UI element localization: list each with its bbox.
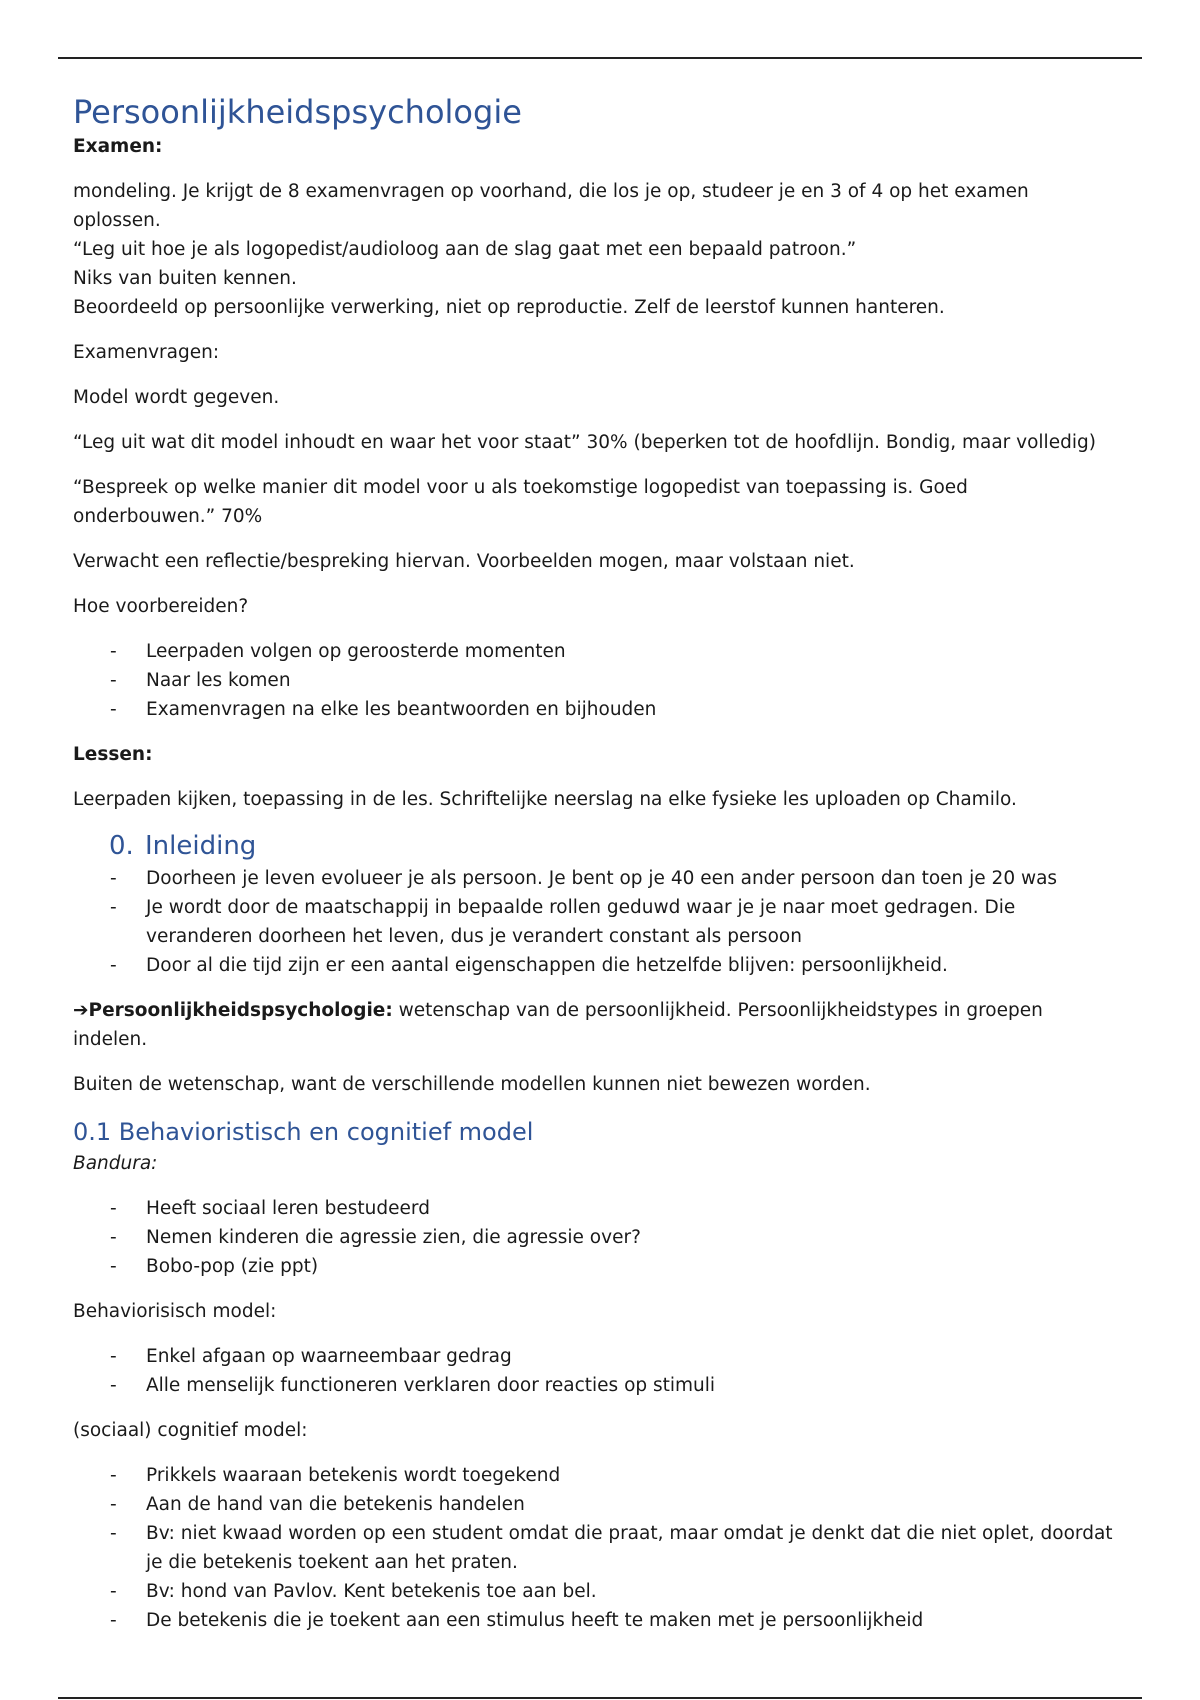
section-heading-inleiding xyxy=(73,828,1113,864)
behav-label: Behaviorisisch model: xyxy=(73,1301,277,1322)
list-item: - Bv: niet kwaad worden op een student omdat die praat, maar omdat je denkt dat die niet oplet, doordat je die betekenis toekent aan het praten. xyxy=(73,1519,1113,1577)
list-item: - Doorheen je leven evolueer je als persoon. Je bent op je 40 een ander persoon dan toen je 20 was xyxy=(73,864,1113,893)
list-item: - Door al die tijd zijn er een aantal eigenschappen die hetzelfde blijven: persoonlijkheid. xyxy=(73,951,1113,980)
list-item: - Nemen kinderen die agressie zien, die agressie over? xyxy=(73,1223,1113,1252)
arrow-icon: ➔ xyxy=(73,1000,89,1021)
cog-list xyxy=(73,1461,1113,1635)
inleiding-list xyxy=(73,864,1113,980)
section-number: 0. xyxy=(109,831,134,861)
list-item: - Alle menselijk functioneren verklaren door reacties op stimuli xyxy=(73,1371,1113,1400)
examenvragen-label: Examenvragen: xyxy=(73,342,220,363)
list-item: - Bv: hond van Pavlov. Kent betekenis toe aan bel. xyxy=(73,1577,1113,1606)
list-item: - De betekenis die je toekent aan een stimulus heeft te maken met je persoonlijkheid xyxy=(73,1606,1113,1635)
list-item: - Naar les komen xyxy=(73,666,1113,695)
model-given-text: Model wordt gegeven. xyxy=(73,387,280,408)
prep-label: Hoe voorbereiden? xyxy=(73,596,249,617)
list-item: - Examenvragen na elke les beantwoorden en bijhouden xyxy=(73,695,1113,724)
list-item: - Bobo-pop (zie ppt) xyxy=(73,1252,1113,1281)
exam-question-2: “Bespreek op welke manier dit model voor u als toekomstige logopedist van toepassing is. Goed onderbouwen.” 70% xyxy=(73,477,968,527)
footer-rule xyxy=(58,1697,1142,1699)
reflectie-text: Verwacht een reflectie/bespreking hiervan. Voorbeelden mogen, maar volstaan niet. xyxy=(73,551,855,572)
document-body xyxy=(73,92,1113,1635)
lessen-text: Leerpaden kijken, toepassing in de les. Schriftelijke neerslag na elke fysieke les uploaden op Chamilo. xyxy=(73,789,1017,810)
list-item: - Enkel afgaan op waarneembaar gedrag xyxy=(73,1342,1113,1371)
cog-label: (sociaal) cognitief model: xyxy=(73,1420,308,1441)
bandura-label: Bandura: xyxy=(73,1153,158,1174)
definition-term: Persoonlijkheidspsychologie: xyxy=(88,1000,393,1021)
document-title: Persoonlijkheidspsychologie xyxy=(73,93,522,131)
definition-text: wetenschap van de persoonlijkheid. Persoonlijkheidstypes in groepen indelen. xyxy=(73,1000,1043,1050)
bandura-list xyxy=(73,1194,1113,1281)
buiten-text: Buiten de wetenschap, want de verschillende modellen kunnen niet bewezen worden. xyxy=(73,1074,871,1095)
examen-line: mondeling. Je krijgt de 8 examenvragen op voorhand, die los je op, studeer je en 3 of 4 op het examen oplossen. xyxy=(73,181,1029,231)
examen-heading: Examen: xyxy=(73,136,163,157)
list-item: - Heeft sociaal leren bestudeerd xyxy=(73,1194,1113,1223)
section-title: Inleiding xyxy=(145,831,257,861)
lessen-heading: Lessen: xyxy=(73,744,153,765)
header-rule xyxy=(58,57,1142,59)
examen-line: Beoordeeld op persoonlijke verwerking, niet op reproductie. Zelf de leerstof kunnen hanteren. xyxy=(73,297,945,318)
section-heading-behavioristisch: 0.1 Behavioristisch en cognitief model xyxy=(73,1118,534,1146)
list-item: - Aan de hand van die betekenis handelen xyxy=(73,1490,1113,1519)
behav-list xyxy=(73,1342,1113,1400)
definition-line xyxy=(73,996,1113,1054)
examen-intro xyxy=(73,177,1113,322)
list-item: - Leerpaden volgen op geroosterde momenten xyxy=(73,637,1113,666)
examen-line: Niks van buiten kennen. xyxy=(73,268,297,289)
list-item: - Je wordt door de maatschappij in bepaalde rollen geduwd waar je je naar moet gedragen. Die veranderen doorheen het leven, dus je verandert constant als persoon xyxy=(73,893,1113,951)
examen-line: “Leg uit hoe je als logopedist/audioloog aan de slag gaat met een bepaald patroon.” xyxy=(73,239,857,260)
prep-list xyxy=(73,637,1113,724)
exam-question-1: “Leg uit wat dit model inhoudt en waar het voor staat” 30% (beperken tot de hoofdlijn. Bondig, maar volledig) xyxy=(73,432,1096,453)
list-item: - Prikkels waaraan betekenis wordt toegekend xyxy=(73,1461,1113,1490)
